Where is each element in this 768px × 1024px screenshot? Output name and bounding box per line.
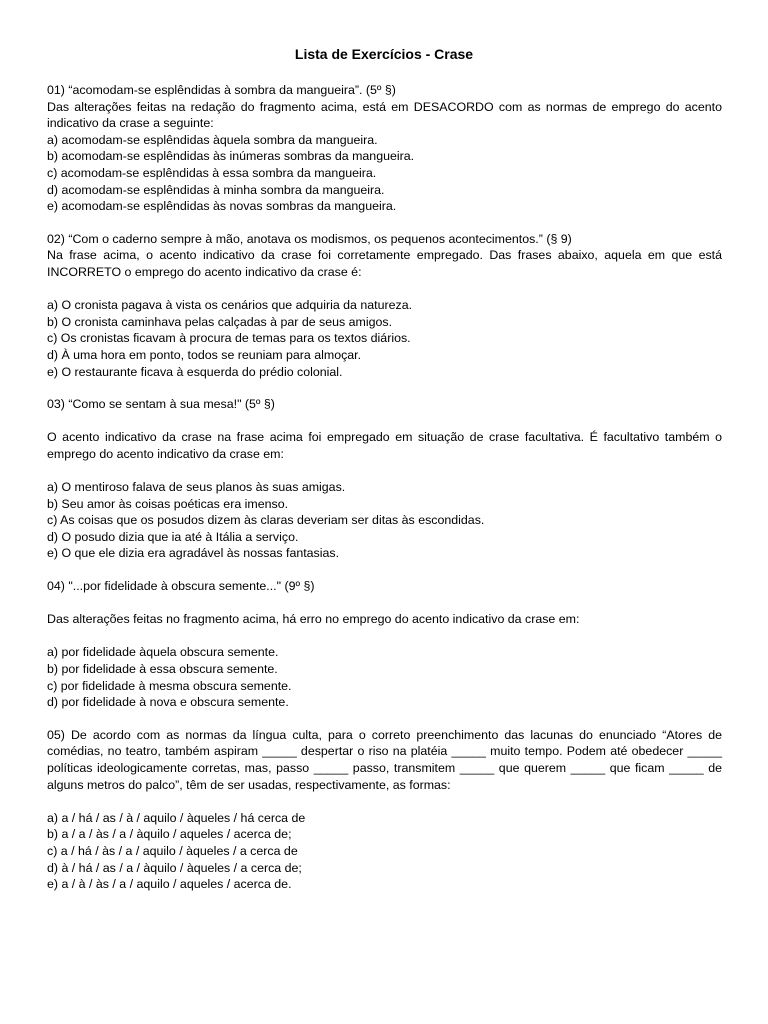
option-b: b) Seu amor às coisas poéticas era imenso. — [47, 496, 289, 511]
option-b: b) O cronista caminhava pelas calçadas à par de seus amigos. — [47, 314, 393, 329]
question-text: Das alterações feitas na redação do fragmento acima, está em DESACORDO com as normas de emprego do acento indicativo da crase a seguinte: — [47, 99, 722, 131]
question-stem: 04) "...por fidelidade à obscura semente..." (9º §) — [47, 579, 315, 594]
option-a: a) por fidelidade àquela obscura semente. — [47, 645, 279, 660]
question-stem: 03) “Como se sentam à sua mesa!" (5º §) — [47, 397, 275, 412]
question-3 — [47, 396, 722, 562]
question-text: Das alterações feitas no fragmento acima, há erro no emprego do acento indicativo da crase em: — [47, 612, 580, 627]
question-2 — [47, 231, 722, 380]
page-title: Lista de Exercícios - Crase — [294, 46, 474, 62]
option-e: e) a / à / às / a / aquilo / aqueles / acerca de. — [47, 877, 292, 892]
options-list — [47, 297, 722, 380]
question-stem: 02) “Com o caderno sempre à mão, anotava os modismos, os pequenos acontecimentos.” (§ 9) — [47, 231, 572, 246]
exercise-list — [47, 82, 722, 909]
question-stem: 01) “acomodam-se esplêndidas à sombra da mangueira”. (5º §) — [47, 83, 396, 97]
options-list — [47, 810, 722, 893]
question-text: 05) De acordo com as normas da língua culta, para o correto preenchimento das lacunas do enunciado “Atores de comédias, no teatro, também aspiram _____ despertar o riso na platéia _____ muito tempo. Podem até obedecer _____ políticas ideologicamente corretas, mas, passo _____ passo, transmitem _____ que querem _____ que ficam _____ de alguns metros do palco”, têm de ser usadas, respectivamente, as formas: — [47, 727, 722, 792]
options-list — [47, 644, 722, 710]
option-c: c) por fidelidade à mesma obscura semente. — [47, 678, 292, 693]
option-d: d) O posudo dizia que ia até à Itália a serviço. — [47, 529, 299, 544]
option-a: a) acomodam-se esplêndidas àquela sombra da mangueira. — [47, 132, 378, 147]
option-d: d) acomodam-se esplêndidas à minha sombra da mangueira. — [47, 182, 385, 197]
option-a: a) a / há / as / à / aquilo / àqueles / há cerca de — [47, 810, 306, 825]
option-e: e) O restaurante ficava à esquerda do prédio colonial. — [47, 364, 343, 379]
option-c: c) acomodam-se esplêndidas à essa sombra da mangueira. — [47, 165, 377, 180]
option-d: d) à / há / as / a / àquilo / àqueles / a cerca de; — [47, 860, 302, 875]
option-b: b) a / a / às / a / àquilo / aqueles / acerca de; — [47, 827, 292, 842]
question-5 — [47, 727, 722, 893]
option-e: e) O que ele dizia era agradável às nossas fantasias. — [47, 546, 340, 561]
question-1 — [47, 82, 722, 215]
option-e: e) acomodam-se esplêndidas às novas sombras da mangueira. — [47, 199, 397, 214]
question-4 — [47, 578, 722, 711]
option-b: b) acomodam-se esplêndidas às inúmeras sombras da mangueira. — [47, 149, 415, 164]
option-a: a) O cronista pagava à vista os cenários que adquiria da natureza. — [47, 298, 413, 313]
option-c: c) Os cronistas ficavam à procura de temas para os textos diários. — [47, 331, 411, 346]
option-a: a) O mentiroso falava de seus planos às suas amigas. — [47, 480, 346, 495]
option-d: d) por fidelidade à nova e obscura semente. — [47, 695, 289, 710]
option-c: c) As coisas que os posudos dizem às claras deveriam ser ditas às escondidas. — [47, 513, 485, 528]
options-list — [47, 479, 722, 562]
option-b: b) por fidelidade à essa obscura semente. — [47, 662, 278, 676]
option-c: c) a / há / às / a / aquilo / àqueles / a cerca de — [47, 843, 298, 858]
question-text: Na frase acima, o acento indicativo da crase foi corretamente empregado. Das frases abaixo, aquela em que está INCORRETO o emprego do acento indicativo da crase é: — [47, 248, 722, 279]
question-text: O acento indicativo da crase na frase acima foi empregado em situação de crase facultativa. É facultativo também o emprego do acento indicativo da crase em: — [47, 430, 722, 461]
option-d: d) À uma hora em ponto, todos se reuniam para almoçar. — [47, 347, 362, 362]
options-list — [47, 132, 722, 215]
